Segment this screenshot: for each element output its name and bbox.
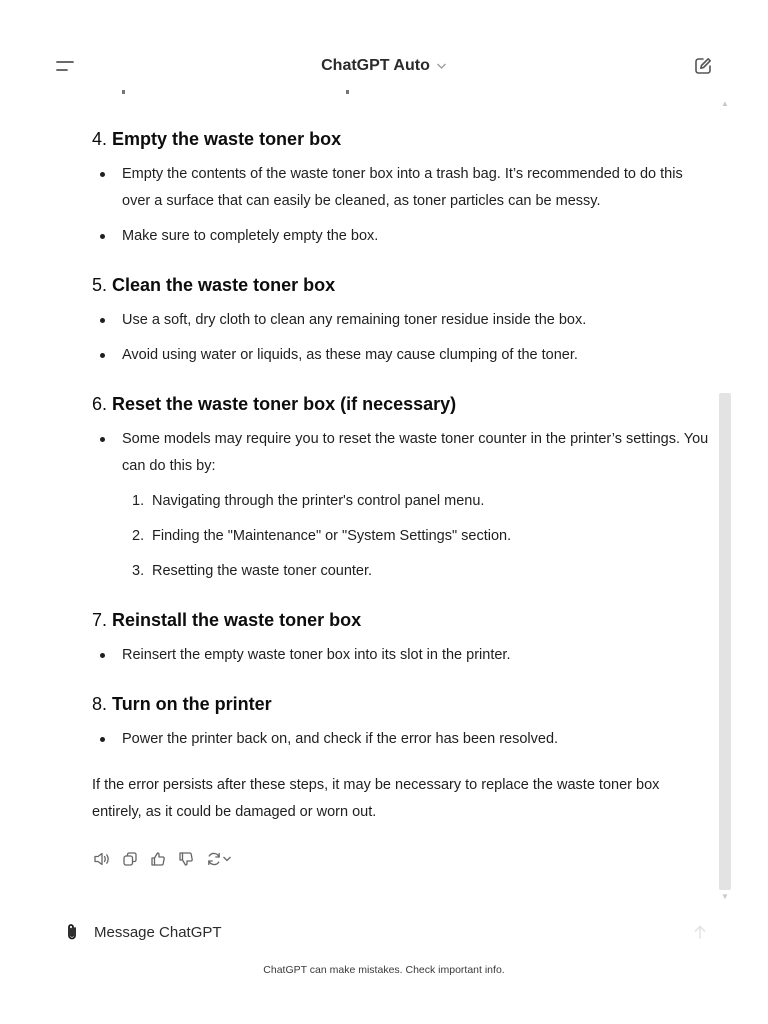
arrow-up-icon bbox=[693, 924, 707, 940]
section-heading: 7. Reinstall the waste toner box bbox=[92, 610, 362, 630]
bad-response-button[interactable] bbox=[176, 849, 195, 868]
copy-icon bbox=[122, 851, 138, 867]
scrollbar-thumb[interactable] bbox=[719, 393, 731, 890]
list-item: Reinsert the empty waste toner box into its slot in the printer. bbox=[92, 642, 712, 669]
closing-paragraph: If the error persists after these steps, it may be necessary to replace the waste toner box entirely, as it could be damaged or worn out. bbox=[92, 777, 660, 820]
chevron-down-icon bbox=[436, 62, 447, 70]
section-heading: 6. Reset the waste toner box (if necessary) bbox=[92, 394, 457, 414]
top-bar bbox=[0, 40, 768, 92]
regenerate-icon bbox=[206, 851, 222, 867]
message-input[interactable] bbox=[94, 924, 654, 941]
list-item: Make sure to completely empty the box. bbox=[92, 223, 712, 250]
message-composer bbox=[60, 916, 720, 948]
list-item: Some models may require you to reset the waste toner counter in the printer’s settings. You can do this by: bbox=[92, 426, 712, 480]
model-selector[interactable] bbox=[321, 57, 447, 75]
disclaimer-text: ChatGPT can make mistakes. Check important info. bbox=[263, 964, 505, 976]
list-item: Empty the contents of the waste toner box into a trash bag. It’s recommended to do this over a surface that can easily be cleaned, as toner particles can be messy. bbox=[92, 161, 712, 215]
bullet-list bbox=[92, 426, 712, 480]
read-aloud-button[interactable] bbox=[92, 849, 111, 868]
attach-button[interactable] bbox=[60, 920, 84, 944]
list-item: 1. Navigating through the printer's control panel menu. bbox=[132, 493, 485, 509]
regenerate-button[interactable] bbox=[204, 849, 234, 868]
thumbs-down-icon bbox=[178, 851, 194, 867]
list-item: Power the printer back on, and check if the error has been resolved. bbox=[92, 726, 712, 753]
list-item: Use a soft, dry cloth to clean any remaining toner residue inside the box. bbox=[92, 307, 712, 334]
model-name: ChatGPT Auto bbox=[321, 57, 430, 74]
numbered-list bbox=[92, 488, 712, 585]
bullet-list bbox=[92, 161, 712, 250]
edit-pencil-icon bbox=[693, 56, 713, 76]
menu-lines-icon bbox=[55, 59, 75, 73]
send-button[interactable] bbox=[690, 922, 710, 942]
copy-button[interactable] bbox=[120, 849, 139, 868]
scroll-up-arrow[interactable]: ▲ bbox=[721, 99, 729, 108]
assistant-message bbox=[92, 126, 712, 826]
list-item: 2. Finding the "Maintenance" or "System Settings" section. bbox=[132, 528, 512, 544]
section-heading: 4. Empty the waste toner box bbox=[92, 129, 342, 149]
bullet-list bbox=[92, 642, 712, 669]
paperclip-icon bbox=[64, 922, 80, 942]
list-item: Avoid using water or liquids, as these may cause clumping of the toner. bbox=[92, 342, 712, 369]
section-heading: 8. Turn on the printer bbox=[92, 694, 272, 714]
thumbs-up-icon bbox=[150, 851, 166, 867]
sidebar-menu-button[interactable] bbox=[50, 53, 80, 79]
speaker-icon bbox=[93, 851, 111, 867]
new-chat-button[interactable] bbox=[688, 52, 718, 80]
message-actions bbox=[92, 849, 234, 868]
good-response-button[interactable] bbox=[148, 849, 167, 868]
list-item: 3. Resetting the waste toner counter. bbox=[132, 563, 373, 579]
scroll-down-arrow[interactable]: ▼ bbox=[721, 892, 729, 901]
section-heading: 5. Clean the waste toner box bbox=[92, 275, 336, 295]
bullet-list bbox=[92, 307, 712, 369]
bullet-list bbox=[92, 726, 712, 753]
scrolled-text-fragment bbox=[120, 86, 360, 98]
chevron-down-icon bbox=[222, 855, 232, 863]
